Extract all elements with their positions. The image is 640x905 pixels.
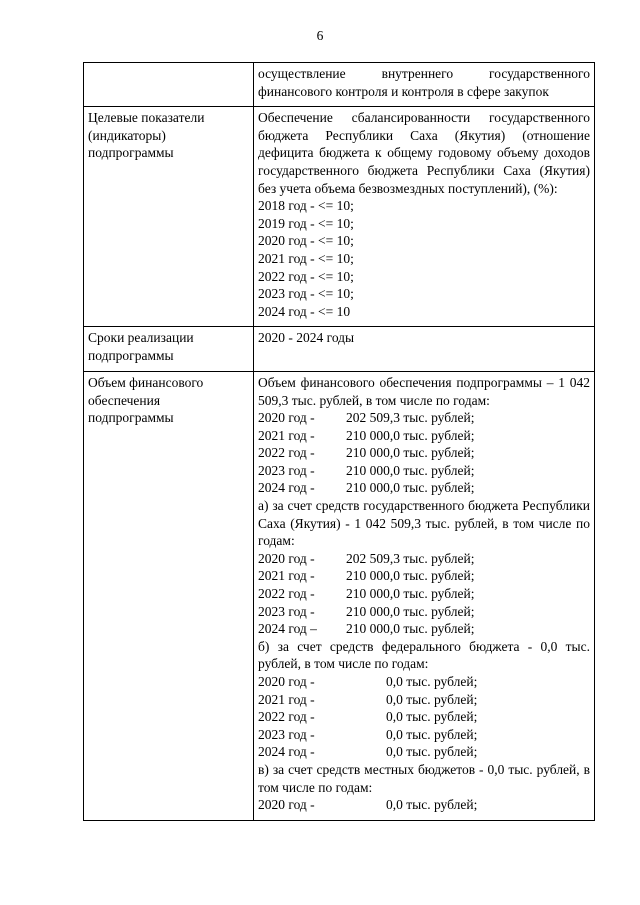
row-label: Сроки реализации подпрограммы: [84, 327, 254, 372]
funding-year: 2020 год - 0,0 тыс. рублей;: [258, 674, 478, 689]
funding-year: 2024 год - 0,0 тыс. рублей;: [258, 744, 478, 760]
row-value: [254, 63, 595, 107]
indicator-year: 2020 год - <= 10;: [258, 233, 354, 249]
text-line: финансового контроля и контроля в сфере закупок: [258, 83, 549, 99]
funding-source-local: в) за счет средств местных бюджетов - 0,0 тыс. рублей, в том числе по годам:: [258, 761, 590, 795]
funding-year: 2022 год - 210 000,0 тыс. рублей;: [258, 586, 475, 602]
table-row: [84, 371, 595, 820]
funding-source-regional: а) за счет средств государственного бюджета Республики Саха (Якутия) - 1 042 509,3 тыс. рублей, в том числе по годам:: [258, 498, 590, 549]
funding-year: 2020 год - 202 509,3 тыс. рублей;: [258, 410, 475, 426]
funding-total: Объем финансового обеспечения подпрограммы – 1 042 509,3 тыс. рублей, в том числе по годам:: [258, 374, 590, 408]
funding-year: 2022 год - 210 000,0 тыс. рублей;: [258, 445, 475, 461]
table-row: [84, 107, 595, 327]
row-value: 2020 - 2024 годы: [254, 327, 595, 372]
table-row: [84, 327, 595, 372]
indicator-year: 2024 год - <= 10: [258, 303, 351, 319]
indicator-year: 2018 год - <= 10;: [258, 198, 354, 214]
funding-year: 2021 год - 210 000,0 тыс. рублей;: [258, 427, 475, 443]
funding-year: 2022 год - 0,0 тыс. рублей;: [258, 709, 478, 725]
indicator-description: Обеспечение сбалансированности государственного бюджета Республики Саха (Якутия) (отношение дефицита бюджета к общему годовому объему доходов государственного бюджета Республики Саха (Якутия) без учета объема безвозмездных поступлений), (%):: [258, 110, 590, 196]
row-value: [254, 371, 595, 820]
funding-year: 2023 год - 210 000,0 тыс. рублей;: [258, 603, 475, 619]
indicator-year: 2022 год - <= 10;: [258, 268, 354, 284]
indicator-year: 2019 год - <= 10;: [258, 215, 354, 231]
row-label: Целевые показатели (индикаторы) подпрограммы: [84, 107, 254, 327]
funding-year: 2021 год - 0,0 тыс. рублей;: [258, 691, 478, 707]
row-label: [84, 63, 254, 107]
row-value: [254, 107, 595, 327]
indicator-year: 2023 год - <= 10;: [258, 286, 354, 302]
text-line: осуществление внутреннего государственного: [258, 66, 590, 81]
funding-year: 2021 год - 210 000,0 тыс. рублей;: [258, 568, 475, 584]
row-label: Объем финансового обеспечения подпрограммы: [84, 371, 254, 820]
page-number: 6: [316, 28, 324, 43]
indicator-year: 2021 год - <= 10;: [258, 250, 354, 266]
funding-year: 2020 год - 202 509,3 тыс. рублей;: [258, 550, 475, 566]
passport-table: [83, 62, 595, 821]
funding-year: 2023 год - 210 000,0 тыс. рублей;: [258, 462, 475, 478]
funding-year: 2020 год - 0,0 тыс. рублей;: [258, 797, 478, 813]
funding-year: 2024 год - 210 000,0 тыс. рублей;: [258, 480, 475, 496]
table-row: [84, 63, 595, 107]
funding-year: 2023 год - 0,0 тыс. рублей;: [258, 726, 478, 742]
funding-year: 2024 год – 210 000,0 тыс. рублей;: [258, 621, 475, 637]
funding-source-federal: б) за счет средств федерального бюджета - 0,0 тыс. рублей, в том числе по годам:: [258, 638, 590, 672]
